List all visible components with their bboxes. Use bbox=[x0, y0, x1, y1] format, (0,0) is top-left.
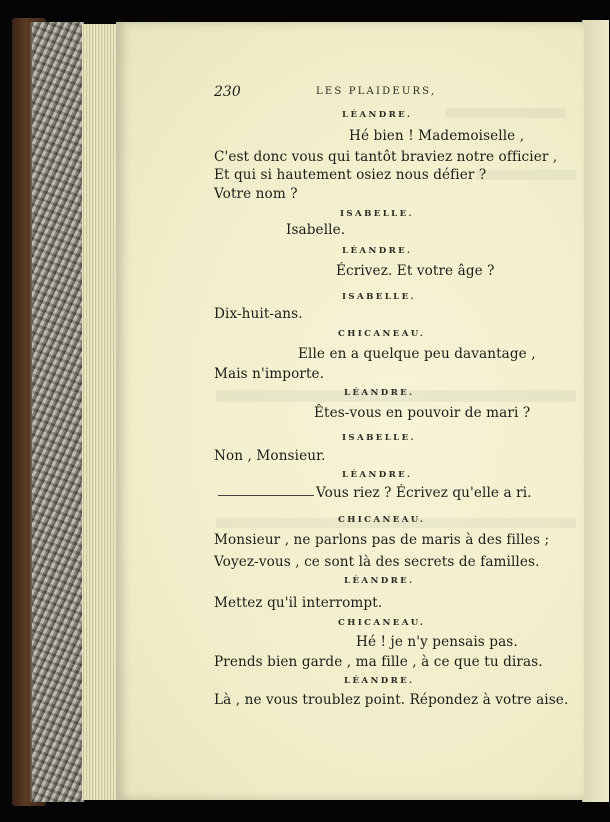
verse-line: C'est donc vous qui tantôt braviez notre officier , bbox=[214, 149, 558, 165]
verse-line: Vous riez ? Écrivez qu'elle a ri. bbox=[316, 485, 532, 501]
page-number: 230 bbox=[214, 84, 241, 100]
verse-line: Isabelle. bbox=[286, 222, 346, 238]
verse-line: Monsieur , ne parlons pas de maris à des filles ; bbox=[214, 532, 550, 548]
verse-line: Êtes-vous en pouvoir de mari ? bbox=[314, 405, 531, 421]
speaker-name: CHICANEAU. bbox=[338, 618, 426, 628]
verse-line: Dix-huit-ans. bbox=[214, 306, 303, 322]
verse-line: Hé ! je n'y pensais pas. bbox=[356, 634, 518, 650]
marbled-page-edge bbox=[30, 22, 84, 802]
book-page bbox=[116, 22, 584, 800]
speaker-name: LÉANDRE. bbox=[342, 246, 413, 256]
verse-line: Écrivez. Et votre âge ? bbox=[336, 263, 495, 279]
verse-line: Non , Monsieur. bbox=[214, 448, 326, 464]
verse-line: Mais n'importe. bbox=[214, 366, 325, 382]
speaker-name: LÉANDRE. bbox=[342, 470, 413, 480]
facing-page-edge bbox=[582, 20, 609, 802]
speaker-name: LÉANDRE. bbox=[344, 388, 415, 398]
speaker-name: CHICANEAU. bbox=[338, 515, 426, 525]
speaker-name: LÉANDRE. bbox=[342, 110, 413, 120]
verse-line: Et qui si hautement osiez nous défier ? bbox=[214, 167, 487, 183]
verse-line: Votre nom ? bbox=[214, 186, 298, 202]
verse-line: Prends bien garde , ma fille , à ce que tu diras. bbox=[214, 654, 543, 670]
speaker-name: ISABELLE. bbox=[342, 433, 416, 443]
verse-line: Hé bien ! Mademoiselle , bbox=[349, 128, 525, 144]
verse-line: Là , ne vous troublez point. Répondez à votre aise. bbox=[214, 692, 569, 708]
verse-line: Elle en a quelque peu davantage , bbox=[298, 346, 536, 362]
page-block-edges bbox=[82, 24, 118, 800]
verse-line: Voyez-vous , ce sont là des secrets de familles. bbox=[214, 554, 540, 570]
speaker-name: ISABELLE. bbox=[342, 292, 416, 302]
speaker-name: LÉANDRE. bbox=[344, 676, 415, 686]
decorative-rule bbox=[218, 495, 314, 496]
running-title: LES PLAIDEURS, bbox=[316, 86, 437, 97]
speaker-name: LÉANDRE. bbox=[344, 576, 415, 586]
speaker-name: ISABELLE. bbox=[340, 209, 414, 219]
verse-line: Mettez qu'il interrompt. bbox=[214, 595, 383, 611]
speaker-name: CHICANEAU. bbox=[338, 329, 426, 339]
